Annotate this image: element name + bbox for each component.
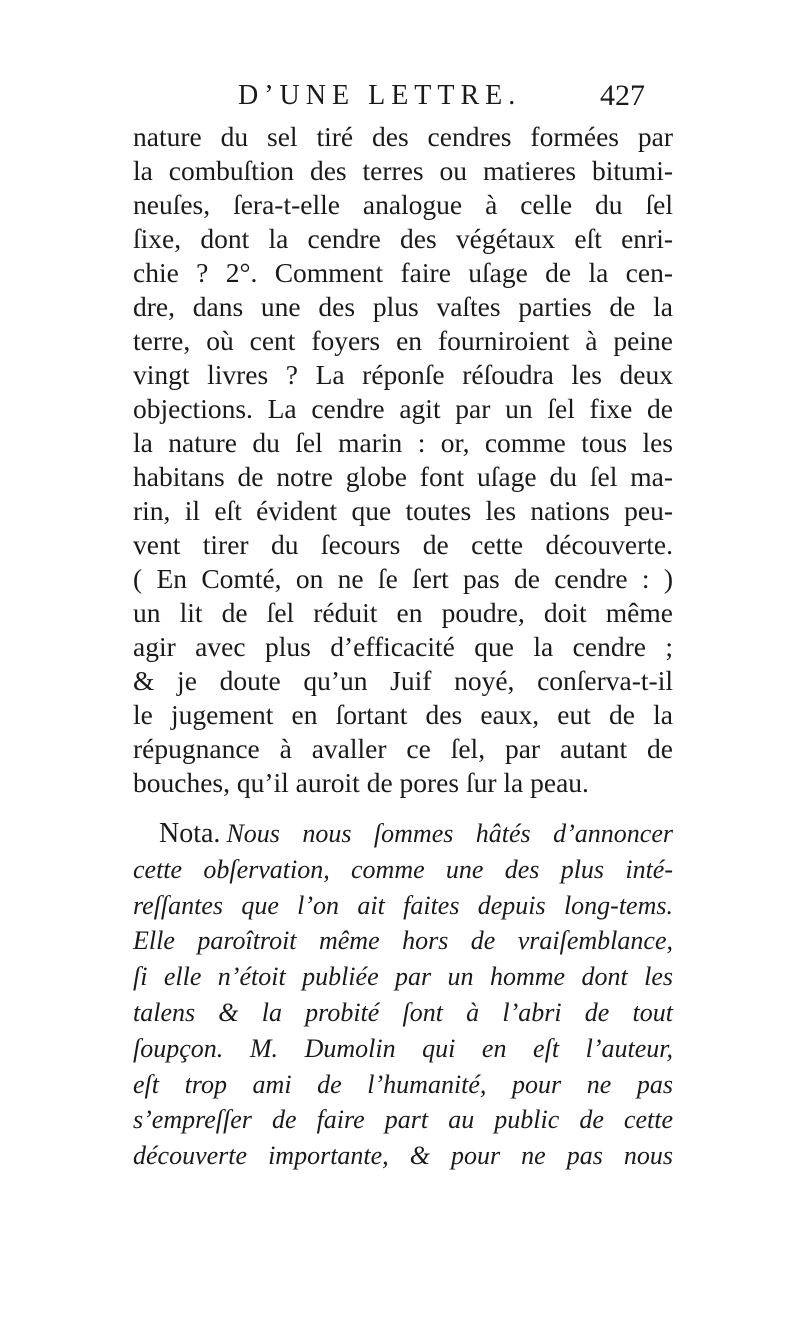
body-line: la nature du ſel marin : or, comme tous les [133, 427, 673, 458]
body-line: terre, où cent foyers en fourniroient à peine [133, 325, 673, 356]
body-line: & je doute qu’un Juif noyé, conſerva-t-il [133, 665, 673, 696]
body-text [133, 120, 673, 800]
body-line: un lit de ſel réduit en poudre, doit même [133, 597, 673, 628]
note-line: Elle paroîtroit même hors de vraiſemblance, [133, 926, 673, 956]
page-number: 427 [600, 79, 645, 112]
body-line: objections. La cendre agit par un ſel fixe de [133, 393, 673, 424]
note-first-text: Nous nous ſommes hâtés d’annoncer [226, 819, 673, 848]
note-label: Nota. [159, 818, 221, 849]
running-title: D’UNE LETTRE. [238, 80, 522, 111]
note-line: s’empreſſer de faire part au public de cette [133, 1105, 673, 1135]
body-line: habitans de notre globe font uſage du ſel ma- [133, 461, 673, 492]
body-line: ſixe, dont la cendre des végétaux eſt enri- [133, 223, 673, 254]
note-line: ſoupçon. M. Dumolin qui en eſt l’auteur, [133, 1033, 673, 1063]
body-line: dre, dans une des plus vaſtes parties de la [133, 291, 673, 322]
body-line: bouches, qu’il auroit de pores ſur la peau. [133, 767, 589, 798]
note-line: eſt trop ami de l’humanité, pour ne pas [133, 1069, 673, 1099]
body-line: la combuſtion des terres ou matieres bitumi- [133, 155, 673, 186]
body-line: neuſes, ſera-t-elle analogue à celle du ſel [133, 189, 673, 220]
body-line: rin, il eſt évident que toutes les nations peu- [133, 495, 673, 526]
note-line: talens & la probité ſont à l’abri de tout [133, 997, 673, 1027]
running-head [238, 78, 658, 114]
body-line: ( En Comté, on ne ſe ſert pas de cendre : ) [133, 563, 673, 594]
body-line: le jugement en ſortant des eaux, eut de la [133, 699, 673, 730]
body-line: nature du sel tiré des cendres formées par [133, 121, 673, 152]
note-first-line [133, 816, 673, 852]
note-line: reſſantes que l’on ait faites depuis long-tems. [133, 890, 673, 920]
body-line: chie ? 2°. Comment faire uſage de la cen- [133, 257, 673, 288]
body-line: répugnance à avaller ce ſel, par autant de [133, 733, 673, 764]
note-line: ſi elle n’étoit publiée par un homme dont les [133, 962, 673, 992]
body-line: vent tirer du ſecours de cette découverte. [133, 529, 673, 560]
body-line: vingt livres ? La réponſe réſoudra les deux [133, 359, 673, 390]
body-line: agir avec plus d’efficacité que la cendre ; [133, 631, 673, 662]
note-line: cette obſervation, comme une des plus inté- [133, 854, 673, 884]
editorial-note [133, 816, 673, 1174]
note-line: découverte importante, & pour ne pas nous [133, 1141, 673, 1171]
